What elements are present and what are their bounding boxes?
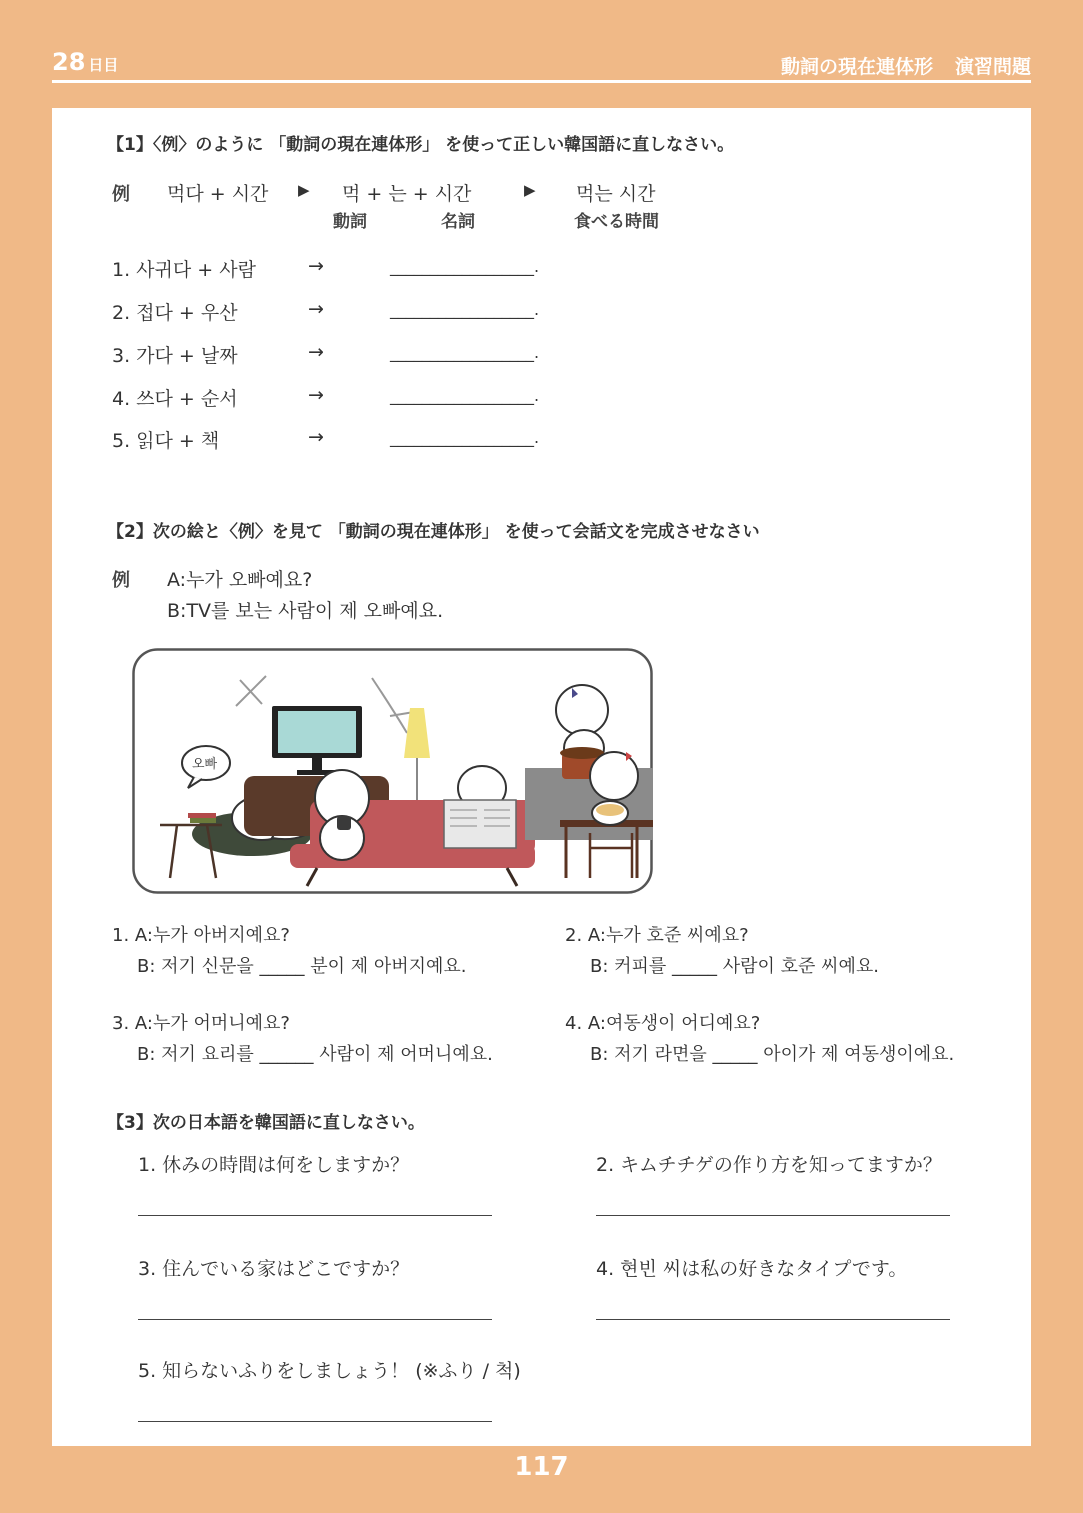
q1-item-arrow: → xyxy=(308,426,324,448)
q3-heading: 【3】次の日本語を韓国語に直しなさい。 xyxy=(107,1113,425,1133)
day-unit: 日目 xyxy=(88,56,119,74)
q3-item-text: 1. 休みの時間は何をしますか？ xyxy=(138,1154,410,1176)
q2-item-question: 4. A:여동생이 어디예요? xyxy=(565,1013,761,1034)
q2-item-question: 2. A:누가 호준 씨예요? xyxy=(565,925,749,946)
q2-example-marker: 例 xyxy=(112,570,130,591)
q2-item-2 xyxy=(565,920,879,982)
q2-example-line-b: B:TV를 보는 사람이 제 오빠예요. xyxy=(167,600,444,622)
q3-item-text: 5. 知らないふりをしましょう！ (※ふり / 척) xyxy=(138,1360,521,1382)
q1-answer-blank[interactable]: __________________. xyxy=(390,257,540,276)
q1-item-label: 3. 가다 + 날짜 xyxy=(112,345,238,367)
family-illustration xyxy=(132,648,653,894)
q2-item-answer[interactable]: B: 저기 요리를 ______ 사람이 제 어머니예요. xyxy=(137,1044,493,1065)
q3-item-text: 2. キムチチゲの作り方を知ってますか？ xyxy=(596,1154,942,1176)
day-label xyxy=(52,48,118,76)
q1-item-arrow: → xyxy=(308,384,324,406)
q1-note-noun: 名詞 xyxy=(441,212,475,232)
q1-example-marker: 例 xyxy=(112,184,130,205)
q1-answer-blank[interactable]: __________________. xyxy=(390,428,540,447)
worksheet xyxy=(52,108,1031,1446)
q1-item-label: 4. 쓰다 + 순서 xyxy=(112,388,238,410)
q2-item-answer[interactable]: B: 저기 신문을 _____ 분이 제 아버지예요. xyxy=(137,956,467,977)
q1-example-right: 먹는 시간 xyxy=(576,183,656,205)
page-title xyxy=(781,52,1031,79)
q1-item-label: 1. 사귀다 + 사람 xyxy=(112,259,256,281)
day-number: 28 xyxy=(52,48,86,76)
q1-answer-blank[interactable]: __________________. xyxy=(390,386,540,405)
q1-example-left: 먹다 + 시간 xyxy=(167,183,269,205)
q1-note-result: 食べる時間 xyxy=(574,212,659,232)
header-rule xyxy=(52,80,1031,83)
q1-item-arrow: → xyxy=(308,298,324,320)
tv-screen xyxy=(278,711,356,753)
page-number: 117 xyxy=(514,1452,569,1482)
q2-example-line-a: A:누가 오빠예요? xyxy=(167,569,313,591)
q1-heading: 【1】〈例〉のように 「動詞の現在連体形」 を使って正しい韓国語に直しなさい。 xyxy=(107,135,735,155)
q3-item-text: 3. 住んでいる家はどこですか？ xyxy=(138,1258,410,1280)
q2-item-answer[interactable]: B: 저기 라면을 _____ 아이가 제 여동생이에요. xyxy=(590,1044,955,1065)
title-sub: 演習問題 xyxy=(954,56,1031,78)
q3-answer-line[interactable] xyxy=(138,1318,492,1320)
q2-heading: 【2】次の絵と〈例〉を見て 「動詞の現在連体形」 を使って会話文を完成させなさい xyxy=(107,522,760,542)
q3-answer-line[interactable] xyxy=(138,1214,492,1216)
q1-item-label: 2. 접다 + 우산 xyxy=(112,302,238,324)
q3-item-text: 4. 현빈 씨は私の好きなタイプです。 xyxy=(596,1258,908,1280)
q1-item-arrow: → xyxy=(308,255,324,277)
q2-item-answer[interactable]: B: 커피를 _____ 사람이 호준 씨예요. xyxy=(590,956,880,977)
q3-answer-line[interactable] xyxy=(596,1214,950,1216)
q2-item-question: 3. A:누가 어머니예요? xyxy=(112,1013,290,1034)
q1-answer-blank[interactable]: __________________. xyxy=(390,300,540,319)
q1-example-middle: 먹 + 는 + 시간 xyxy=(342,183,472,205)
q3-answer-line[interactable] xyxy=(138,1420,492,1422)
q1-item-arrow: → xyxy=(308,341,324,363)
q1-example-arrow-1: ▶ xyxy=(298,181,310,199)
q2-item-1 xyxy=(112,920,467,982)
q2-item-3 xyxy=(112,1008,493,1070)
q1-item-label: 5. 읽다 + 책 xyxy=(112,430,220,452)
title-main: 動詞の現在連体形 xyxy=(780,56,933,78)
q1-answer-blank[interactable]: __________________. xyxy=(390,343,540,362)
q2-item-question: 1. A:누가 아버지예요? xyxy=(112,925,290,946)
bubble-text: 오빠 xyxy=(192,757,218,772)
q2-item-4 xyxy=(565,1008,954,1070)
q1-example-arrow-2: ▶ xyxy=(524,181,536,199)
q3-answer-line[interactable] xyxy=(596,1318,950,1320)
q1-note-verb: 動詞 xyxy=(333,212,367,232)
